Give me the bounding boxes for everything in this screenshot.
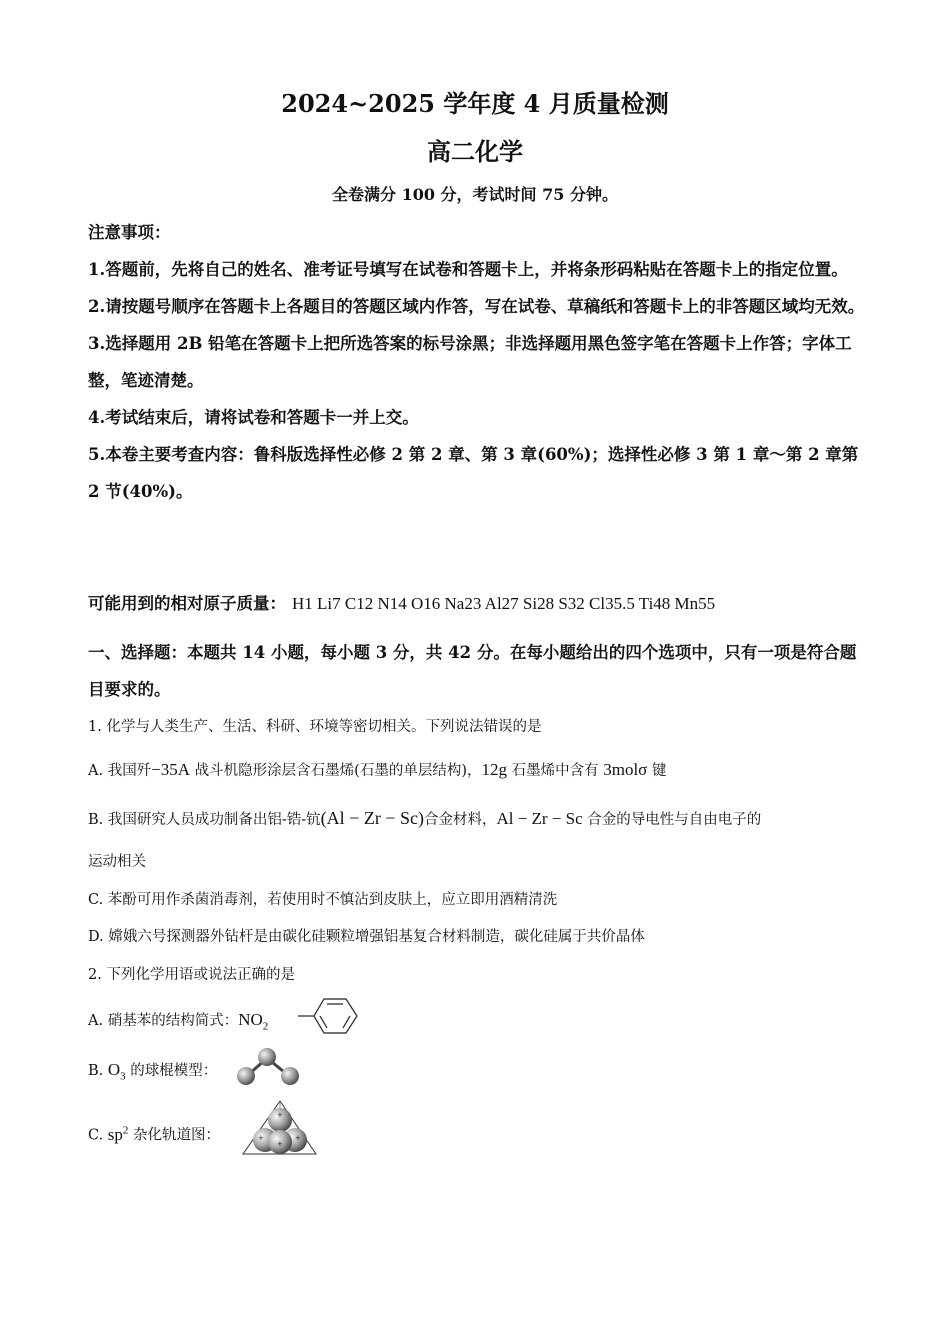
q1-b-alloy: Al − Zr − Sc <box>496 809 583 828</box>
notice-item-3: 3.选择题用 2B 铅笔在答题卡上把所选答案的标号涂黑；非选择题用黑色签字笔在答题卡上作答；字体工整，笔迹清楚。 <box>88 334 852 390</box>
benzene-ring-icon <box>296 996 366 1040</box>
q1-a-bond: 3molσ <box>603 760 648 779</box>
q2-b-formula-base: O <box>107 1060 121 1079</box>
ozone-ball-stick-icon <box>234 1046 304 1090</box>
q2-c-formula-sup: 2 <box>122 1124 129 1136</box>
q2-b-suffix: 的球棍模型： <box>125 1063 218 1079</box>
q1-b-suffix: 合金的导电性与自由电子的 <box>582 812 762 828</box>
notice-item-1: 1.答题前，先将自己的姓名、准考证号填写在试卷和答题卡上，并将条形码粘贴在答题卡上的指定位置。 <box>88 260 848 279</box>
atomic-masses-values: H1 Li7 C12 N14 O16 Na23 Al27 Si28 S32 Cl35.5 Ti48 Mn55 <box>292 594 716 613</box>
q2-b-formula <box>107 1060 126 1083</box>
section-1-heading: 一、选择题：本题共 14 小题，每小题 3 分，共 42 分。在每小题给出的四个选项中，只有一项是符合题目要求的。 <box>88 643 857 699</box>
sp2-hybrid-orbital-icon <box>240 1098 320 1164</box>
q2-stem: 2. 下列化学用语或说法正确的是 <box>88 967 295 983</box>
svg-text:+: + <box>277 1140 283 1148</box>
notice-section <box>88 214 868 510</box>
notice-heading: 注意事项： <box>88 223 171 242</box>
notice-item-2: 2.请按题号顺序在答题卡上各题目的答题区域内作答，写在试卷、草稿纸和答题卡上的非答题区域均无效。 <box>88 297 865 316</box>
q1-option-c: C. 苯酚可用作杀菌消毒剂，若使用时不慎沾到皮肤上，应立即用酒精清洗 <box>88 892 558 908</box>
q2-a-no2-sub: 2 <box>262 1020 269 1033</box>
atomic-masses-label: 可能用到的相对原子质量： <box>88 594 286 613</box>
q2-b-prefix: B. <box>88 1063 108 1079</box>
q2-option-a <box>88 1010 868 1036</box>
svg-text:+: + <box>258 1134 264 1142</box>
q2-c-prefix: C. <box>88 1127 108 1144</box>
exam-title: 2024~2025 学年度 4 月质量检测 <box>281 89 669 118</box>
q2-c-formula-base: sp <box>107 1124 123 1144</box>
exam-full-mark: 全卷满分 100 分，考试时间 75 分钟。 <box>332 185 618 204</box>
atomic-masses <box>88 590 868 614</box>
q1-a-mass: 12g <box>481 760 507 779</box>
q1-a-mid2: 石墨烯中含有 <box>507 763 604 779</box>
q2-c-suffix: 杂化轨道图： <box>128 1127 221 1144</box>
q1-a-prefix: A. 我国歼 <box>88 763 152 779</box>
q1-a-mid: 战斗机隐形涂层含石墨烯(石墨的单层结构)， <box>190 763 482 779</box>
q2-b-formula-sub: 3 <box>120 1070 126 1083</box>
q1-b-alloy-paren: (Al − Zr − Sc) <box>320 808 424 828</box>
notice-item-4: 4.考试结束后，请将试卷和答题卡一并上交。 <box>88 408 419 427</box>
q1-option-b-cont: 运动相关 <box>88 854 146 870</box>
q1-option-a <box>88 760 868 781</box>
notice-item-5: 5.本卷主要考查内容：鲁科版选择性必修 2 第 2 章、第 3 章(60%)；选择性必修 3 第 1 章～第 2 章第 2 节(40%)。 <box>88 445 859 501</box>
q1-a-model: −35A <box>151 760 191 779</box>
q2-option-b <box>88 1060 868 1086</box>
q2-a-no2 <box>238 1010 269 1033</box>
q1-stem: 1. 化学与人类生产、生活、科研、环境等密切相关。下列说法错误的是 <box>88 719 542 735</box>
q1-option-b <box>88 808 868 830</box>
q1-b-prefix: B. 我国研究人员成功制备出铝-锆-钪 <box>88 812 321 828</box>
q2-a-text: A. 硝基苯的结构简式： <box>88 1013 239 1029</box>
q1-b-mid: 合金材料， <box>423 812 497 828</box>
q1-a-suffix: 键 <box>647 763 667 779</box>
svg-text:+: + <box>295 1134 301 1142</box>
svg-text:+: + <box>277 1111 283 1119</box>
exam-subject: 高二化学 <box>427 137 523 166</box>
q2-c-formula <box>108 1125 129 1144</box>
q2-option-c <box>88 1120 868 1146</box>
q2-a-no2-base: NO <box>238 1010 263 1029</box>
q1-option-d: D. 嫦娥六号探测器外钻杆是由碳化硅颗粒增强铝基复合材料制造，碳化硅属于共价晶体 <box>88 929 645 945</box>
